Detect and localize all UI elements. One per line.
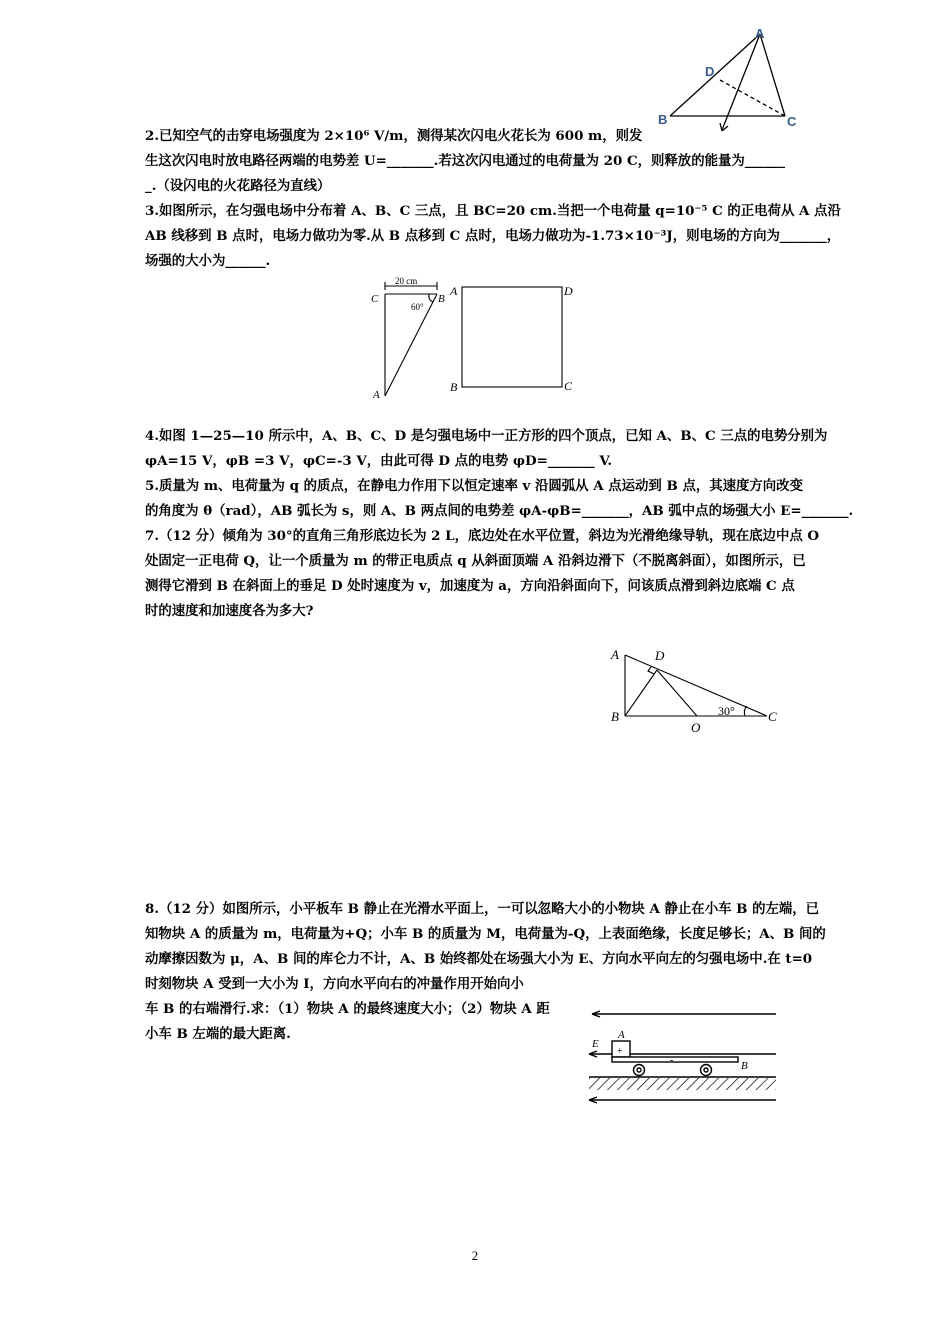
q8-line3: 动摩擦因数为 μ，A、B 间的库仑力不计，A、B 始终都处在场强大小为 E、方向水平向左的匀强电场中.在 t=0 — [145, 951, 813, 967]
q8-line2: 知物块 A 的质量为 m，电荷量为+Q；小车 B 的质量为 M，电荷量为-Q，上表面绝缘，长度足够长；A、B 间的 — [145, 926, 826, 942]
label-q8-b: B — [741, 1060, 748, 1072]
label-q7-d: D — [655, 648, 665, 663]
label-q7-angle: 30° — [718, 704, 735, 718]
label-q7-c: C — [768, 709, 777, 724]
label-q8-a: A — [618, 1029, 625, 1041]
label-q3-b: B — [438, 293, 445, 305]
q7-line3: 测得它滑到 B 在斜面上的垂足 D 处时速度为 v，加速度为 a，方向沿斜面向下，问该质点滑到斜边底端 C 点 — [145, 578, 795, 594]
page-number: 2 — [471, 1248, 479, 1263]
label-b: B — [658, 112, 668, 127]
q2-line1: 2.已知空气的击穿电场强度为 2×10⁶ V/m，测得某次闪电火花长为 600 m，则发 — [145, 128, 643, 144]
q8-line4: 时刻物块 A 受到一大小为 I，方向水平向右的冲量作用开始向小 — [145, 976, 524, 992]
q4-line1: 4.如图 1—25—10 所示中，A、B、C、D 是匀强电场中一正方形的四个顶点，已知 A、B、C 三点的电势分别为 — [145, 428, 828, 444]
label-q4-a: A — [450, 284, 458, 298]
label-q3-a: A — [373, 389, 380, 401]
label-q8-plus: + — [617, 1046, 623, 1057]
label-q3-c: C — [371, 293, 379, 305]
q2-line3: _.（设闪电的火花路径为直线） — [145, 178, 331, 194]
figure-q8-cart — [584, 1004, 784, 1109]
label-q7-o: O — [691, 720, 701, 735]
q7-line4: 时的速度和加速度各为多大? — [145, 603, 314, 619]
label-q8-minus: - — [670, 1055, 674, 1066]
label-q3-len: 20 cm — [395, 276, 418, 286]
q8-line5: 车 B 的右端滑行.求：（1）物块 A 的最终速度大小；（2）物块 A 距 — [145, 1001, 550, 1017]
label-q7-a: A — [611, 647, 619, 662]
label-d: D — [705, 64, 715, 79]
label-q4-d: D — [564, 284, 573, 298]
label-q4-c: C — [564, 379, 573, 393]
q8-line6: 小车 B 左端的最大距离. — [145, 1026, 291, 1042]
q3-line2: AB 线移到 B 点时，电场力做功为零.从 B 点移到 C 点时，电场力做功为-1.73×10⁻³J，则电场的方向为_______， — [145, 228, 841, 244]
q5-line2: 的角度为 θ（rad），AB 弧长为 s，则 A、B 两点间的电势差 φA-φB=_______，AB 弧中点的场强大小 E=_______. — [145, 503, 854, 519]
label-a: A — [755, 26, 765, 41]
q5-line1: 5.质量为 m、电荷量为 q 的质点，在静电力作用下以恒定速率 v 沿圆弧从 A 点运动到 B 点，其速度方向改变 — [145, 478, 803, 494]
q7-line2: 处固定一正电荷 Q，让一个质量为 m 的带正电质点 q 从斜面顶端 A 沿斜边滑下（不脱离斜面），如图所示，已 — [145, 553, 806, 569]
q2-line2: 生这次闪电时放电路径两端的电势差 U=_______.若这次闪电通过的电荷量为 20 C，则释放的能量为______ — [145, 153, 785, 169]
label-q4-b: B — [450, 380, 458, 394]
q3-line3: 场强的大小为______. — [145, 253, 271, 269]
q4-line2: φA=15 V，φB =3 V，φC=-3 V，由此可得 D 点的电势 φD=_______ V. — [145, 453, 613, 469]
q3-line1: 3.如图所示，在匀强电场中分布着 A、B、C 三点，且 BC=20 cm.当把一个电荷量 q=10⁻⁵ C 的正电荷从 A 点沿 — [145, 203, 841, 219]
label-q7-b: B — [611, 709, 619, 724]
figure-q7-incline — [605, 640, 790, 735]
figure-triangle-abcd — [650, 20, 810, 140]
q7-line1: 7.（12 分）倾角为 30°的直角三角形底边长为 2 L，底边处在水平位置，斜边为光滑绝缘导轨，现在底边中点 O — [145, 528, 820, 544]
label-c: C — [787, 114, 797, 129]
figure-q4-square — [446, 278, 581, 398]
label-q3-angle: 60° — [411, 302, 424, 312]
label-q8-e: E — [592, 1038, 599, 1050]
q8-line1: 8.（12 分）如图所示，小平板车 B 静止在光滑水平面上，一可以忽略大小的小物块 A 静止在小车 B 的左端，已 — [145, 901, 820, 917]
